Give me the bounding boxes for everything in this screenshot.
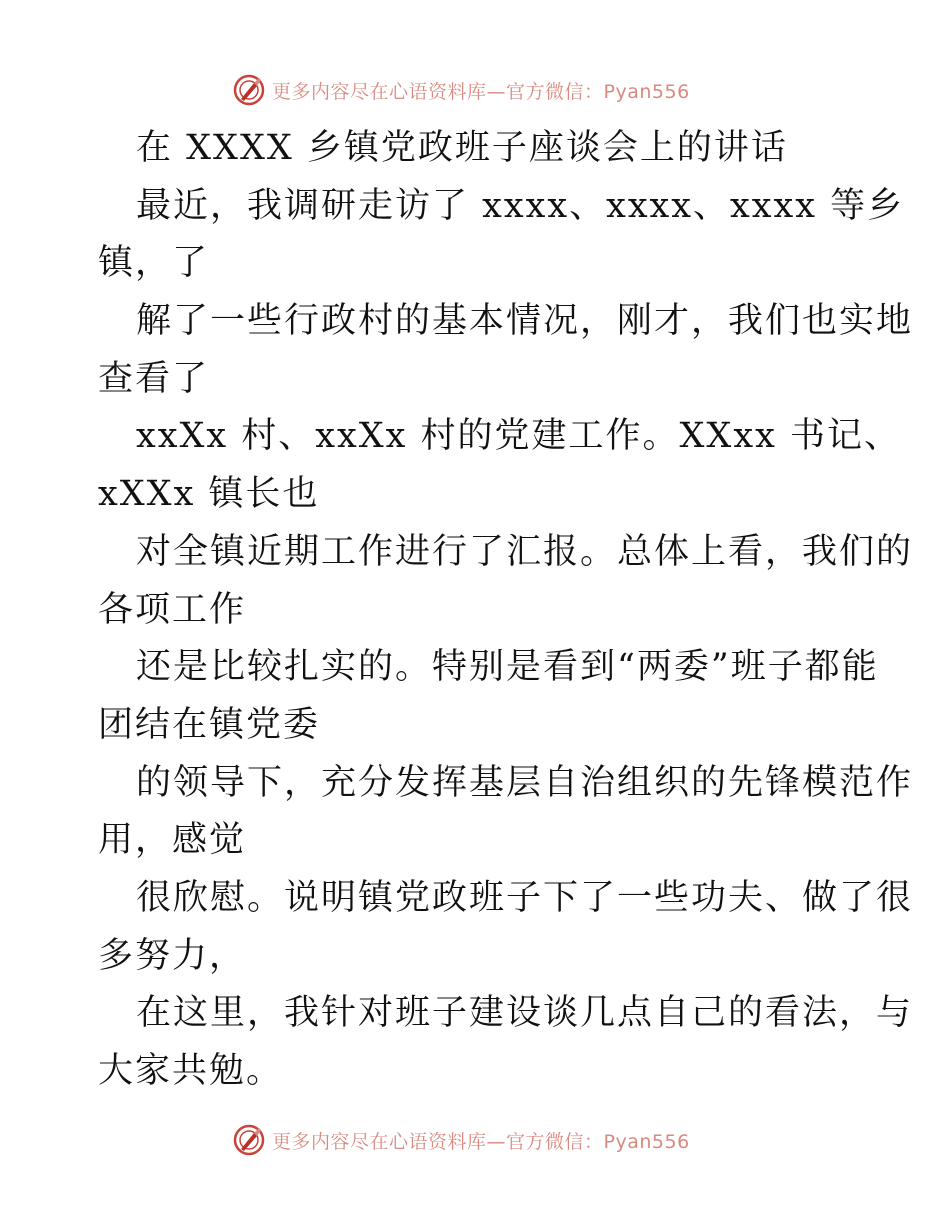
paragraph-line: 在这里，我针对班子建设谈几点自己的看法，与 [136,993,914,1034]
paragraph-line: xXXx 镇长也 [98,474,320,515]
footer-watermark [232,1122,690,1158]
paragraph-line: 镇，了 [98,243,210,284]
paragraph-line: 解了一些行政村的基本情况，刚才，我们也实地 [136,301,914,342]
paragraph-line: 各项工作 [98,589,247,630]
watermark-text: 更多内容尽在心语资料库—官方微信：Pyan556 [272,80,690,103]
paragraph-line: 用，感觉 [98,820,247,861]
header-watermark [232,72,690,108]
paragraph-line: 大家共勉。 [98,1051,284,1091]
paragraph-line: 最近，我调研走访了 xxxx、xxxx、xxxx 等乡 [136,185,905,226]
paragraph-line: 很欣慰。说明镇党政班子下了一些功夫、做了很 [136,877,914,918]
pen-logo-icon [232,73,266,107]
document-body [98,120,914,1101]
paragraph-line: xxXx 村、xxXx 村的党建工作。XXxx 书记、 [136,416,901,457]
watermark-text: 更多内容尽在心语资料库—官方微信：Pyan556 [272,1130,690,1153]
paragraph-line: 查看了 [98,358,210,399]
paragraph-line: 多努力， [98,935,247,976]
paragraph-line: 还是比较扎实的。特别是看到“两委”班子都能 [136,647,879,688]
paragraph-line: 的领导下，充分发挥基层自治组织的先锋模范作 [136,762,914,803]
paragraph-line: 对全镇近期工作进行了汇报。总体上看，我们的 [136,531,914,572]
pen-logo-icon [232,1123,266,1157]
document-title: 在 XXXX 乡镇党政班子座谈会上的讲话 [136,128,788,168]
paragraph-line: 团结在镇党委 [98,704,321,745]
